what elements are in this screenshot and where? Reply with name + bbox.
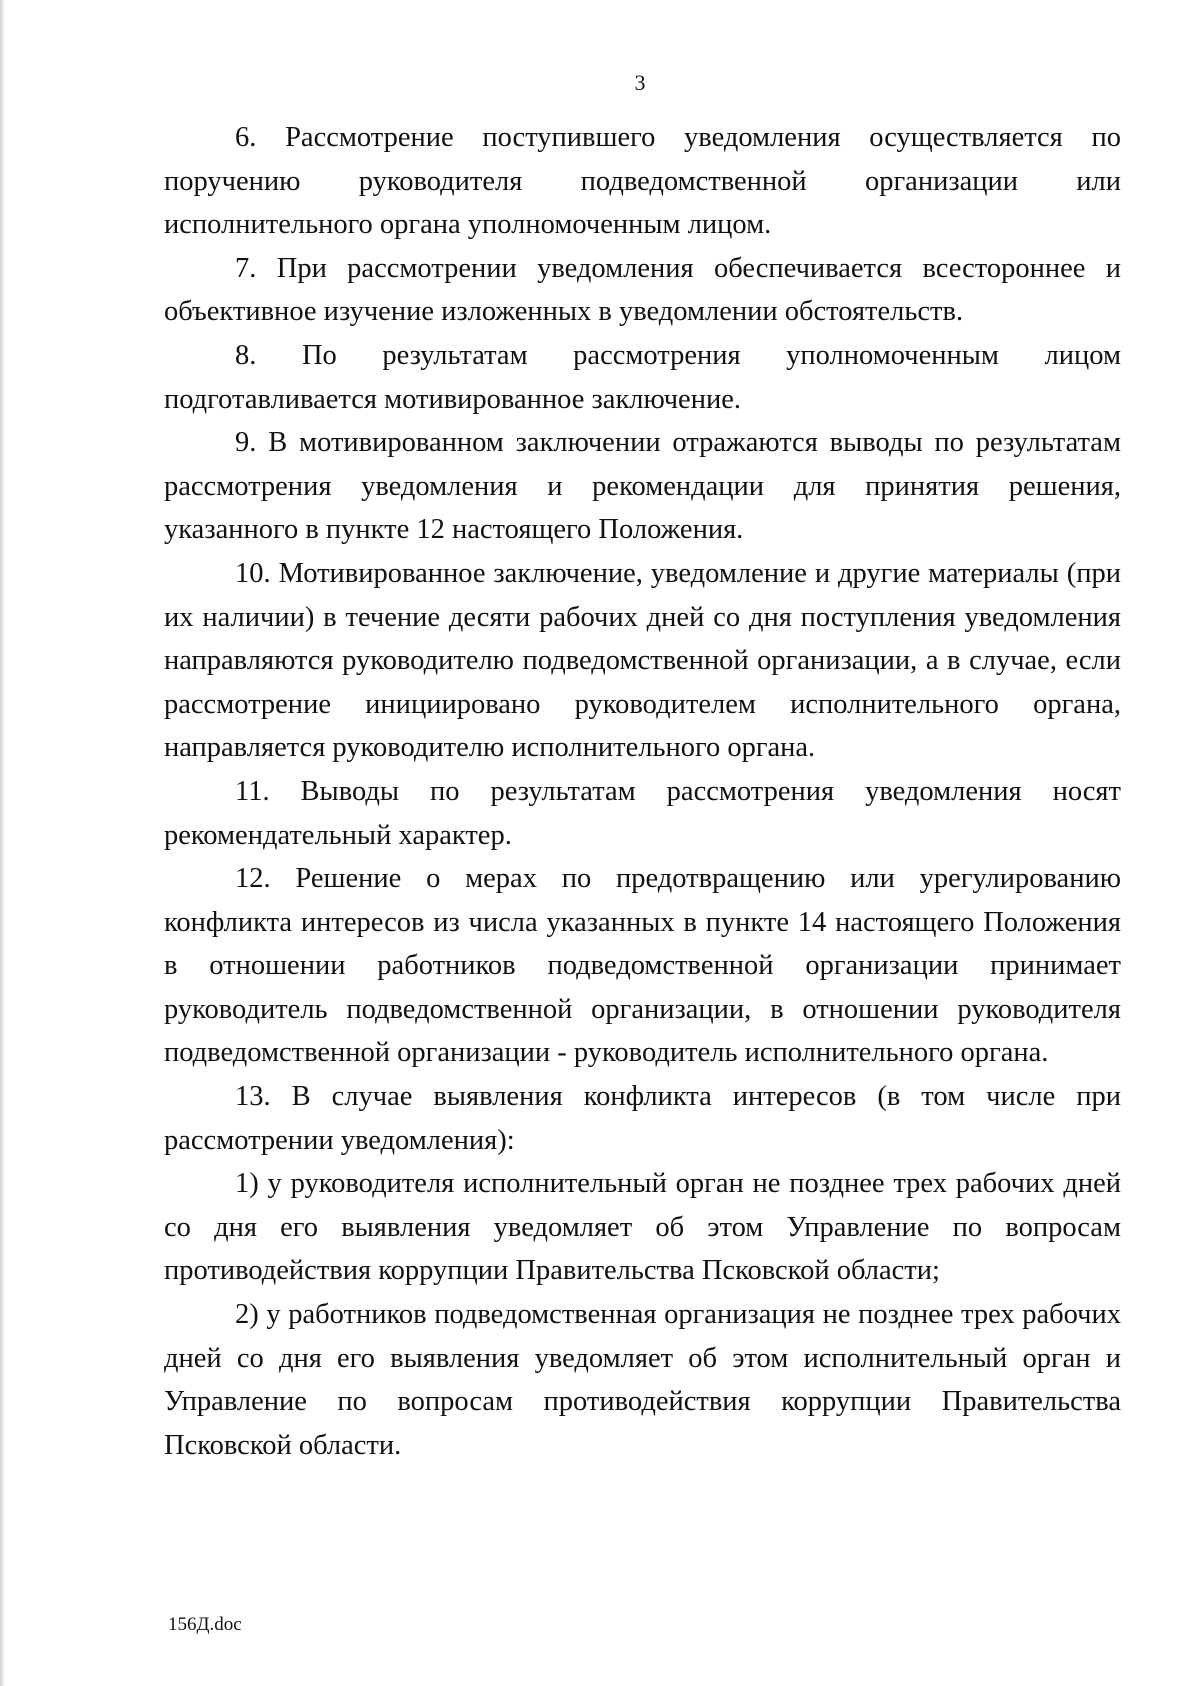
paragraph-9: 9. В мотивированном заключении отражаются выводы по результатам рассмотрения уведомления и рекомендации для принятия решения, указанного в пункте 12 настоящего Положения. (164, 427, 1121, 546)
document-body (164, 116, 1121, 1467)
scan-edge-shadow (0, 0, 6, 1686)
paragraph-12: 12. Решение о мерах по предотвращению или урегулированию конфликта интересов из числа указанных в пункте 14 настоящего Положения в отношении работников подведомственной организации принимает руководитель подведомственной организации, в отношении руководителя подведомственной организации - руководитель исполнительного органа. (164, 863, 1121, 1069)
footer-filename: 156Д.doc (168, 1614, 242, 1635)
paragraph-6: 6. Рассмотрение поступившего уведомления осуществляется по поручению руководителя подведомственной организации или исполнительного органа уполномоченным лицом. (164, 122, 1121, 241)
subitem-13-1: 1) у руководителя исполнительный орган не позднее трех рабочих дней со дня его выявления уведомляет об этом Управление по вопросам противодействия коррупции Правительства Псковской области; (164, 1168, 1121, 1287)
paragraph-13: 13. В случае выявления конфликта интересов (в том числе при рассмотрении уведомления): (164, 1081, 1121, 1156)
page-number: 3 (634, 70, 646, 95)
paragraph-10: 10. Мотивированное заключение, уведомление и другие материалы (при их наличии) в течение десяти рабочих дней со дня поступления уведомления направляются руководителю подведомственной организации, а в случае, если рассмотрение инициировано руководителем исполнительного органа, направляется руководителю исполнительного органа. (164, 557, 1121, 764)
subitem-13-2: 2) у работников подведомственная организация не позднее трех рабочих дней со дня его выявления уведомляет об этом исполнительный орган и Управление по вопросам противодействия коррупции Правительства Псковской области. (164, 1299, 1121, 1461)
paragraph-11: 11. Выводы по результатам рассмотрения уведомления носят рекомендательный характер. (164, 775, 1121, 851)
paragraph-7: 7. При рассмотрении уведомления обеспечивается всестороннее и объективное изучение изложенных в уведомлении обстоятельств. (164, 252, 1121, 328)
paragraph-8: 8. По результатам рассмотрения уполномоченным лицом подготавливается мотивированное заключение. (164, 339, 1121, 415)
